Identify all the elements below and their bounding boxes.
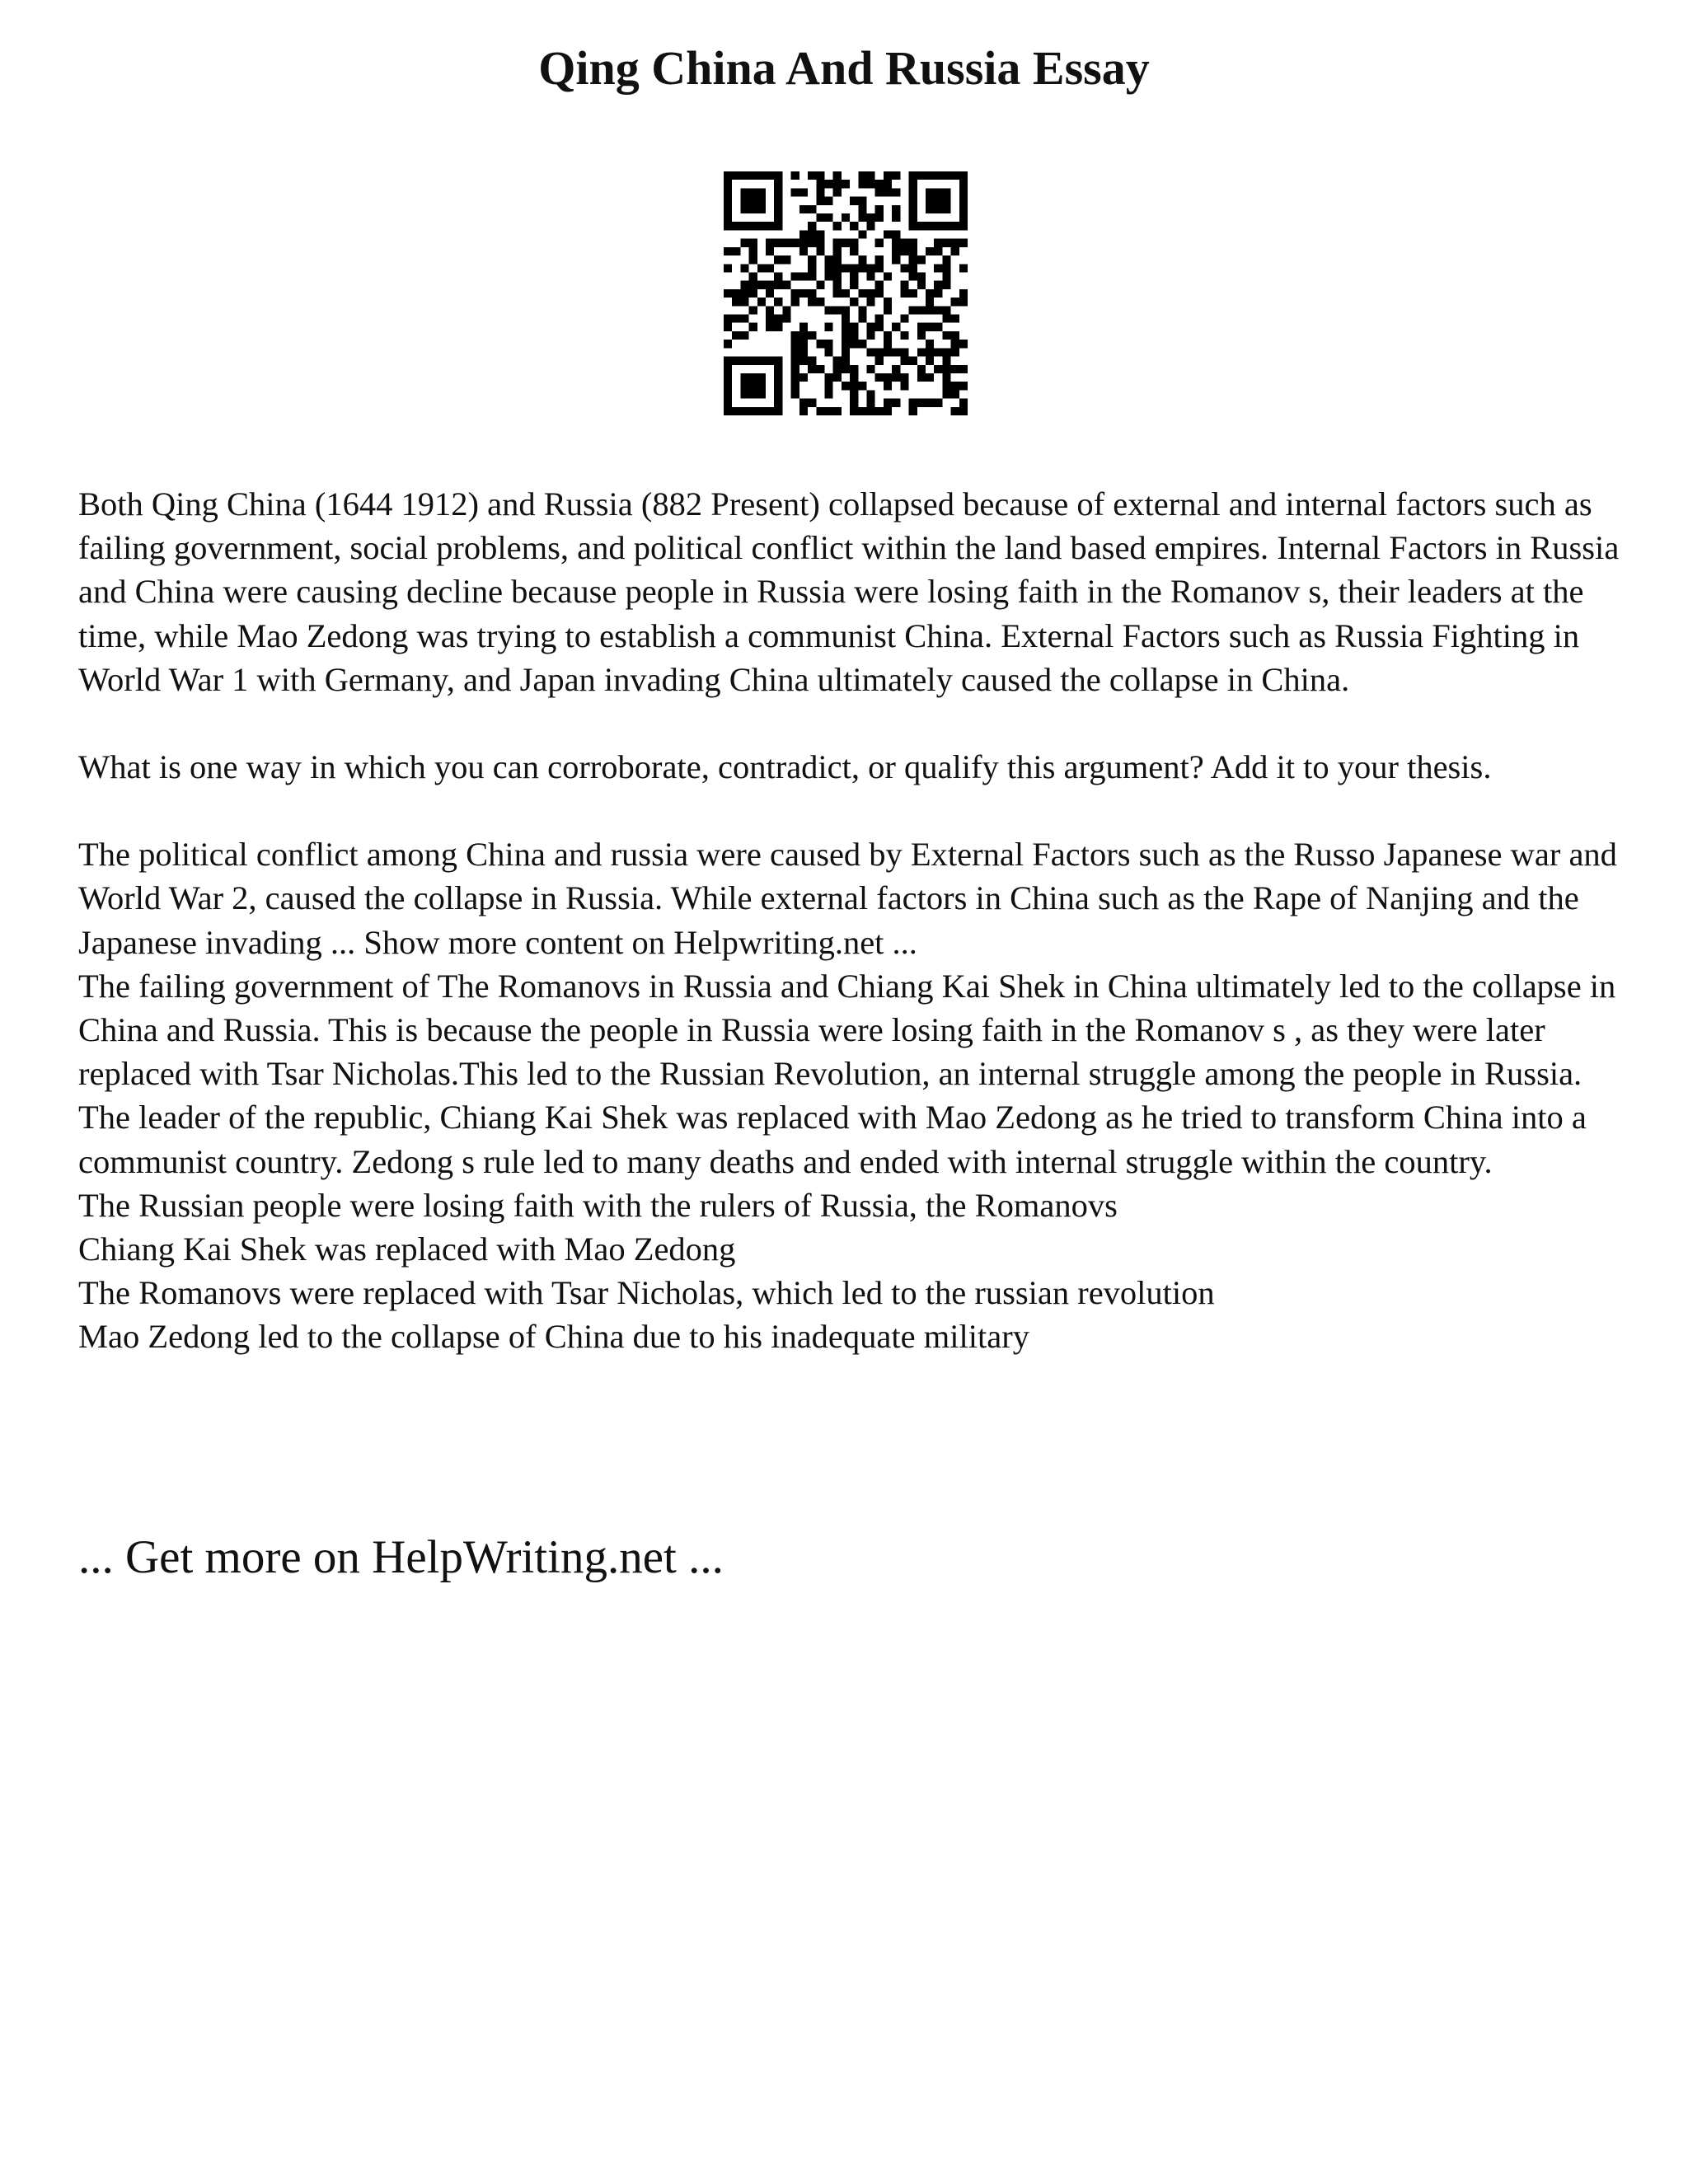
question-paragraph: What is one way in which you can corroborate, contradict, or qualify this argument? Add it to your thesis. <box>78 748 1492 786</box>
essay-body <box>78 482 1628 1359</box>
qr-code-icon <box>724 171 968 415</box>
conflict-paragraph: The political conflict among China and russia were caused by External Factors such as the Russo Japanese war and World War 2, caused the collapse in Russia. While external factors in China such as the Rape of Nanjing and the Japanese invading ... Show more content on Helpwriting.net ... <box>78 836 1617 961</box>
summary-line: Mao Zedong led to the collapse of China due to his inadequate military <box>78 1318 1029 1356</box>
intro-paragraph: Both Qing China (1644 1912) and Russia (882 Present) collapsed because of external and internal factors such as failing government, social problems, and political conflict within the land based empires. Internal Factors in Russia and China were causing decline because people in Russia were losing faith in the Romanov s, their leaders at the time, while Mao Zedong was trying to establish a communist China. External Factors such as Russia Fighting in World War 1 with Germany, and Japan invading China ultimately caused the collapse in China. <box>78 485 1620 698</box>
get-more-link[interactable]: ... Get more on HelpWriting.net ... <box>78 1531 724 1583</box>
summary-line: Chiang Kai Shek was replaced with Mao Zedong <box>78 1230 736 1268</box>
summary-line: The Russian people were losing faith with the rulers of Russia, the Romanovs <box>78 1186 1118 1224</box>
page-title: Qing China And Russia Essay <box>538 41 1150 95</box>
government-paragraph: The failing government of The Romanovs in Russia and Chiang Kai Shek in China ultimately led to the collapse in China and Russia. This is because the people in Russia were losing faith in the Romanov s , as they were later replaced with Tsar Nicholas.This led to the Russian Revolution, an internal struggle among the people in Russia. The leader of the republic, Chiang Kai Shek was replaced with Mao Zedong as he tried to transform China into a communist country. Zedong s rule led to many deaths and ended with internal struggle within the country. <box>78 967 1616 1180</box>
summary-line: The Romanovs were replaced with Tsar Nicholas, which led to the russian revolution <box>78 1274 1215 1312</box>
